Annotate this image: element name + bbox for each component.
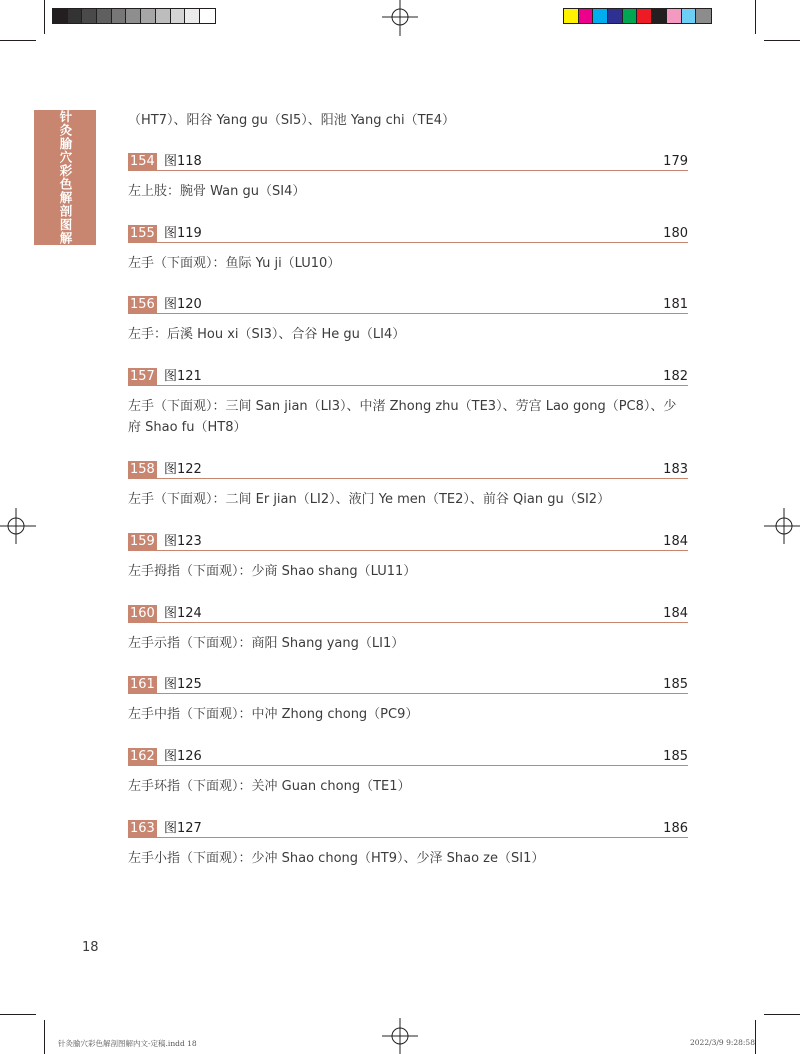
- list-item: [128, 225, 688, 274]
- list-item: [128, 533, 688, 582]
- continued-text: （HT7）、阳谷 Yang gu（SI5）、阳池 Yang chi（TE4）: [128, 113, 456, 128]
- page-ref: 185: [663, 677, 688, 692]
- figure-label: 图118: [164, 154, 202, 169]
- grayscale-swatch: [141, 9, 156, 23]
- list-item: [128, 461, 688, 510]
- entry-header: [128, 533, 688, 551]
- entry-number: 155: [130, 226, 155, 241]
- page-ref: 185: [663, 749, 688, 764]
- crop-mark-tr-v: [755, 0, 756, 34]
- color-swatch: [696, 9, 711, 23]
- page-ref: 184: [663, 606, 688, 621]
- grayscale-swatch: [68, 9, 83, 23]
- crop-mark-br-v: [755, 1020, 756, 1054]
- entry-description: 左手环指（下面观）：关冲 Guan chong（TE1）: [128, 779, 411, 794]
- list-item: [128, 296, 688, 345]
- grayscale-swatch: [53, 9, 68, 23]
- figure-label: 图125: [164, 677, 202, 692]
- entry-header: [128, 368, 688, 386]
- slug-timestamp: 2022/3/9 9:28:58: [690, 1038, 755, 1047]
- entry-number: 154: [130, 154, 155, 169]
- list-item: [128, 676, 688, 725]
- entry-number: 163: [130, 821, 155, 836]
- page-ref: 186: [663, 821, 688, 836]
- page-ref: 180: [663, 226, 688, 241]
- figure-label: 图119: [164, 226, 202, 241]
- entry-description: 左手（下面观）：三间 San jian（LI3）、中渚 Zhong zhu（TE3）、劳宫 Lao gong（PC8）、少府 Shao fu（HT8）: [128, 399, 677, 435]
- crop-mark-tr-h: [764, 40, 800, 41]
- entry-header: [128, 153, 688, 171]
- list-item: [128, 368, 688, 438]
- entry-header: [128, 461, 688, 479]
- entry-description: 左手小指（下面观）：少冲 Shao chong（HT9）、少泽 Shao ze（SI1）: [128, 851, 545, 866]
- crop-mark-bl-h: [0, 1014, 36, 1015]
- figure-label: 图127: [164, 821, 202, 836]
- registration-mark-top: [382, 0, 418, 36]
- page-ref: 181: [663, 297, 688, 312]
- registration-mark-bottom: [382, 1018, 418, 1054]
- grayscale-swatch: [126, 9, 141, 23]
- side-tab: [34, 110, 96, 245]
- entry-description: 左手：后溪 Hou xi（SI3）、合谷 He gu（LI4）: [128, 327, 406, 342]
- crop-mark-tl-v: [44, 0, 45, 34]
- entry-header: [128, 225, 688, 243]
- grayscale-swatch: [97, 9, 112, 23]
- entry-header: [128, 676, 688, 694]
- entry-number: 157: [130, 369, 155, 384]
- entry-number: 162: [130, 749, 155, 764]
- color-swatch: [623, 9, 638, 23]
- color-bar: [563, 8, 712, 24]
- figure-label: 图126: [164, 749, 202, 764]
- entry-number: 160: [130, 606, 155, 621]
- list-item: [128, 605, 688, 654]
- figure-label: 图120: [164, 297, 202, 312]
- entry-header: [128, 605, 688, 623]
- entry-description: 左手（下面观）：鱼际 Yu ji（LU10）: [128, 256, 341, 271]
- page-ref: 179: [663, 154, 688, 169]
- color-swatch: [682, 9, 697, 23]
- color-swatch: [564, 9, 579, 23]
- grayscale-swatch: [82, 9, 97, 23]
- list-item: [128, 820, 688, 869]
- entry-description: 左手示指（下面观）：商阳 Shang yang（LI1）: [128, 636, 405, 651]
- color-swatch: [579, 9, 594, 23]
- figure-label: 图123: [164, 534, 202, 549]
- crop-mark-tl-h: [0, 40, 36, 41]
- entry-header: [128, 820, 688, 838]
- crop-mark-bl-v: [44, 1020, 45, 1054]
- grayscale-bar: [52, 8, 216, 24]
- entry-description: 左手中指（下面观）：中冲 Zhong chong（PC9）: [128, 707, 419, 722]
- entry-description: 左手（下面观）：二间 Er jian（LI2）、液门 Ye men（TE2）、前谷 Qian gu（SI2）: [128, 492, 611, 507]
- page-ref: 183: [663, 462, 688, 477]
- color-swatch: [652, 9, 667, 23]
- color-swatch: [593, 9, 608, 23]
- list-item: [128, 748, 688, 797]
- grayscale-swatch: [200, 9, 215, 23]
- grayscale-swatch: [171, 9, 186, 23]
- entry-number: 156: [130, 297, 155, 312]
- entry-description: 左手拇指（下面观）：少商 Shao shang（LU11）: [128, 564, 417, 579]
- color-swatch: [637, 9, 652, 23]
- entry-number: 158: [130, 462, 155, 477]
- page-ref: 182: [663, 369, 688, 384]
- entry-number: 159: [130, 534, 155, 549]
- page-number: 18: [82, 940, 99, 955]
- entry-number: 161: [130, 677, 155, 692]
- color-swatch: [608, 9, 623, 23]
- page-ref: 184: [663, 534, 688, 549]
- grayscale-swatch: [112, 9, 127, 23]
- color-swatch: [667, 9, 682, 23]
- figure-label: 图124: [164, 606, 202, 621]
- figure-label: 图122: [164, 462, 202, 477]
- entry-header: [128, 748, 688, 766]
- registration-mark-left: [0, 508, 36, 544]
- list-item: [128, 153, 688, 202]
- registration-mark-right: [764, 508, 800, 544]
- entry-description: 左上肢：腕骨 Wan gu（SI4）: [128, 184, 306, 199]
- entry-header: [128, 296, 688, 314]
- grayscale-swatch: [185, 9, 200, 23]
- side-tab-label: 针灸腧穴彩色解剖图解: [58, 110, 73, 245]
- slug-filename: 针灸腧穴彩色解剖图解内文-定稿.indd 18: [58, 1039, 197, 1048]
- grayscale-swatch: [156, 9, 171, 23]
- crop-mark-br-h: [764, 1014, 800, 1015]
- figure-label: 图121: [164, 369, 202, 384]
